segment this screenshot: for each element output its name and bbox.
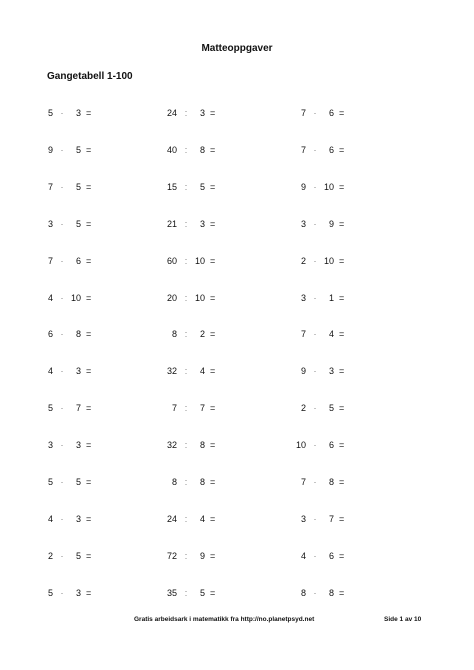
operator-symbol: · (60, 366, 64, 377)
operand-right: 6 (328, 144, 334, 155)
equals-sign: = (86, 108, 92, 118)
operand-right: 8 (328, 477, 334, 487)
operand-right: 3 (75, 513, 81, 524)
operand-left: 3 (300, 218, 306, 229)
operator-symbol: · (313, 108, 317, 118)
operator-symbol: : (184, 440, 188, 451)
operator-symbol: · (313, 181, 317, 192)
operand-left: 7 (300, 108, 306, 118)
operand-left: 40 (166, 144, 177, 155)
operand-right: 2 (199, 329, 205, 340)
operator-symbol: · (60, 329, 64, 340)
operator-symbol: · (60, 255, 64, 266)
operand-left: 8 (300, 587, 306, 598)
operator-symbol: : (184, 255, 188, 266)
operator-symbol: · (60, 218, 64, 229)
footer-text: Gratis arbeidsark i matematikk fra http://no.planetpsyd.net (134, 616, 315, 623)
operand-left: 3 (47, 440, 53, 451)
operand-left: 20 (166, 292, 177, 303)
operator-symbol: · (60, 440, 64, 451)
equals-sign: = (86, 218, 92, 229)
operand-right: 6 (75, 255, 81, 266)
operand-right: 4 (199, 366, 205, 377)
operator-symbol: · (60, 181, 64, 192)
page-title: Matteoppgaver (201, 43, 273, 54)
equals-sign: = (339, 218, 345, 229)
equals-sign: = (339, 550, 345, 561)
operator-symbol: · (60, 513, 64, 524)
operand-left: 9 (300, 366, 306, 377)
equals-sign: = (86, 292, 92, 303)
equals-sign: = (210, 108, 216, 118)
operator-symbol: · (313, 440, 317, 451)
operand-left: 2 (47, 550, 53, 561)
operand-right: 3 (75, 587, 81, 598)
operand-right: 3 (75, 108, 81, 118)
operand-left: 2 (300, 255, 306, 266)
operand-left: 15 (166, 181, 177, 192)
operator-symbol: : (184, 218, 188, 229)
operand-left: 7 (47, 255, 53, 266)
operator-symbol: : (184, 329, 188, 340)
operand-left: 5 (47, 477, 53, 487)
operand-right: 7 (75, 403, 81, 414)
operand-right: 10 (70, 292, 81, 303)
operator-symbol: : (184, 477, 188, 487)
operand-right: 5 (75, 550, 81, 561)
operator-symbol: : (184, 292, 188, 303)
operand-right: 10 (323, 181, 334, 192)
operand-left: 4 (47, 366, 53, 377)
equals-sign: = (339, 181, 345, 192)
equals-sign: = (210, 329, 216, 340)
operand-right: 9 (199, 550, 205, 561)
operator-symbol: : (184, 108, 188, 118)
operand-right: 4 (328, 329, 334, 340)
operand-right: 8 (199, 440, 205, 451)
operand-right: 5 (75, 181, 81, 192)
operand-right: 5 (328, 403, 334, 414)
operand-right: 10 (323, 255, 334, 266)
equals-sign: = (86, 366, 92, 377)
operand-left: 35 (166, 587, 177, 598)
equals-sign: = (210, 144, 216, 155)
equals-sign: = (339, 329, 345, 340)
operand-right: 5 (75, 144, 81, 155)
equals-sign: = (86, 513, 92, 524)
equals-sign: = (339, 255, 345, 266)
equals-sign: = (86, 329, 92, 340)
operand-left: 7 (171, 403, 177, 414)
equals-sign: = (339, 513, 345, 524)
operand-left: 4 (300, 550, 306, 561)
operand-left: 5 (47, 403, 53, 414)
operand-left: 8 (171, 477, 177, 487)
equals-sign: = (86, 587, 92, 598)
operand-right: 3 (199, 218, 205, 229)
operand-left: 7 (47, 181, 53, 192)
operand-right: 1 (328, 292, 334, 303)
operand-right: 8 (199, 477, 205, 487)
operand-right: 10 (194, 255, 205, 266)
operand-right: 6 (328, 440, 334, 451)
equals-sign: = (86, 403, 92, 414)
operator-symbol: · (60, 108, 64, 118)
operand-left: 8 (171, 329, 177, 340)
operand-right: 5 (75, 477, 81, 487)
equals-sign: = (339, 144, 345, 155)
operand-right: 3 (199, 108, 205, 118)
equals-sign: = (210, 292, 216, 303)
operand-right: 6 (328, 550, 334, 561)
equals-sign: = (86, 550, 92, 561)
equals-sign: = (339, 108, 345, 118)
operator-symbol: · (60, 587, 64, 598)
operator-symbol: : (184, 144, 188, 155)
equals-sign: = (339, 477, 345, 487)
operand-left: 7 (300, 144, 306, 155)
operand-left: 7 (300, 477, 306, 487)
page-number: Side 1 av 10 (384, 616, 422, 623)
operand-right: 3 (328, 366, 334, 377)
operator-symbol: · (313, 403, 317, 414)
operand-right: 8 (328, 587, 334, 598)
equals-sign: = (86, 440, 92, 451)
operand-left: 60 (166, 255, 177, 266)
operand-right: 8 (199, 144, 205, 155)
equals-sign: = (339, 440, 345, 451)
operand-right: 5 (199, 181, 205, 192)
equals-sign: = (210, 440, 216, 451)
operator-symbol: : (184, 550, 188, 561)
operand-left: 72 (166, 550, 177, 561)
operand-left: 3 (300, 513, 306, 524)
operator-symbol: : (184, 403, 188, 414)
operand-left: 4 (47, 292, 53, 303)
operand-left: 5 (47, 108, 53, 118)
operand-right: 7 (199, 403, 205, 414)
operand-left: 2 (300, 403, 306, 414)
operand-right: 5 (75, 218, 81, 229)
equals-sign: = (210, 255, 216, 266)
operator-symbol: · (313, 477, 317, 487)
equals-sign: = (339, 292, 345, 303)
equals-sign: = (86, 144, 92, 155)
operand-left: 24 (166, 513, 177, 524)
equals-sign: = (210, 477, 216, 487)
equals-sign: = (210, 403, 216, 414)
equals-sign: = (210, 550, 216, 561)
operator-symbol: · (60, 477, 64, 487)
operand-left: 4 (47, 513, 53, 524)
operator-symbol: · (313, 366, 317, 377)
operand-right: 9 (328, 218, 334, 229)
operand-right: 8 (75, 329, 81, 340)
operator-symbol: : (184, 587, 188, 598)
operand-left: 21 (166, 218, 177, 229)
operator-symbol: · (313, 255, 317, 266)
equals-sign: = (210, 218, 216, 229)
operator-symbol: : (184, 366, 188, 377)
operand-left: 24 (166, 108, 177, 118)
operand-left: 3 (47, 218, 53, 229)
equals-sign: = (339, 587, 345, 598)
operand-right: 4 (199, 513, 205, 524)
operator-symbol: · (313, 292, 317, 303)
operand-left: 3 (300, 292, 306, 303)
operand-left: 9 (47, 144, 53, 155)
operator-symbol: : (184, 181, 188, 192)
operator-symbol: : (184, 513, 188, 524)
operator-symbol: · (60, 292, 64, 303)
operand-left: 6 (47, 329, 53, 340)
operand-left: 32 (166, 366, 177, 377)
operand-right: 3 (75, 366, 81, 377)
equals-sign: = (339, 403, 345, 414)
operand-right: 5 (199, 587, 205, 598)
equals-sign: = (86, 255, 92, 266)
operand-left: 10 (295, 440, 306, 451)
operand-right: 3 (75, 440, 81, 451)
equals-sign: = (210, 366, 216, 377)
equals-sign: = (210, 181, 216, 192)
operator-symbol: · (60, 550, 64, 561)
operand-right: 6 (328, 108, 334, 118)
operator-symbol: · (313, 329, 317, 340)
equals-sign: = (210, 513, 216, 524)
equals-sign: = (86, 181, 92, 192)
operator-symbol: · (313, 587, 317, 598)
equals-sign: = (210, 587, 216, 598)
worksheet-subtitle: Gangetabell 1-100 (47, 71, 133, 82)
operand-left: 9 (300, 181, 306, 192)
operator-symbol: · (60, 403, 64, 414)
operand-left: 7 (300, 329, 306, 340)
operand-right: 7 (328, 513, 334, 524)
operator-symbol: · (313, 218, 317, 229)
operand-left: 32 (166, 440, 177, 451)
operator-symbol: · (60, 144, 64, 155)
equals-sign: = (86, 477, 92, 487)
operator-symbol: · (313, 550, 317, 561)
operator-symbol: · (313, 144, 317, 155)
operand-left: 5 (47, 587, 53, 598)
equals-sign: = (339, 366, 345, 377)
operand-right: 10 (194, 292, 205, 303)
operator-symbol: · (313, 513, 317, 524)
